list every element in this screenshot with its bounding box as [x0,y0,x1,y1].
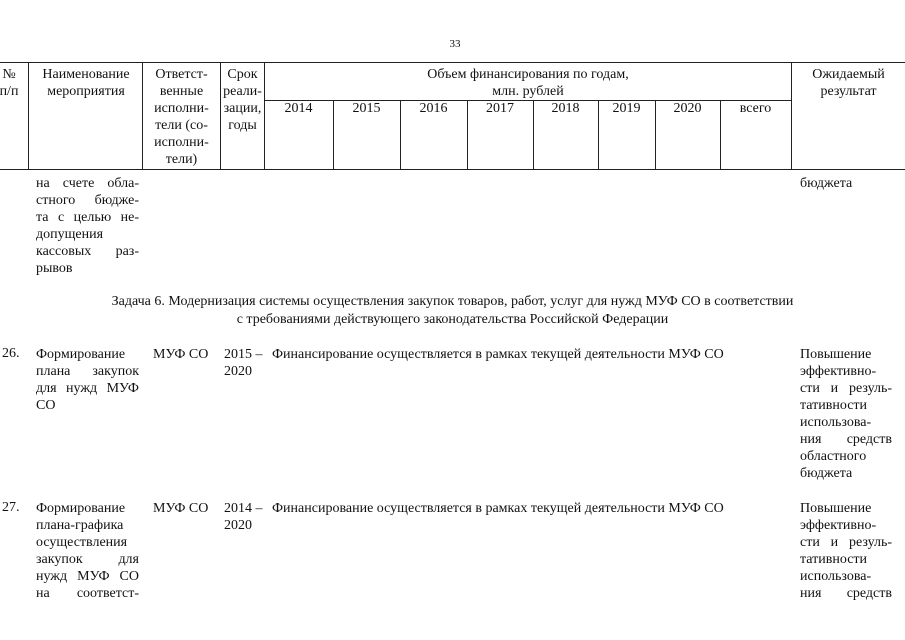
continuation-name-line: рывов [36,261,73,276]
row-name-line: Формирование [36,347,126,362]
year-2020: 2020 [673,101,702,116]
header-col-result: Ожидаемый результат [812,67,885,99]
header-col-responsible: Ответст- венные исполни- тели (со- исполни- тели) [154,67,209,167]
row-name-line: Формирование [36,501,126,516]
row-result-line: использова- [800,415,872,430]
row-name-line: СО [36,398,56,413]
continuation-name-line: кассовых раз- [36,244,139,259]
row-result-line: эффективно- [800,518,877,533]
row-term: 2014 – 2020 [224,501,263,533]
continuation-result: бюджета [800,176,853,191]
row-number: 27. [2,500,20,515]
row-result-line: ния средств [800,586,892,601]
header-col-number: № п/п [0,67,19,99]
row-name-line: закупок для [36,552,139,567]
row-responsible: МУФ СО [153,347,209,362]
row-name-line: для нужд МУФ [36,381,139,396]
row-name-line: плана-графика [36,518,124,533]
row-result-line: ния средств [800,432,892,447]
year-2019: 2019 [612,101,641,116]
continuation-name-line: стного бюдже- [36,193,139,208]
row-result-line: областного [800,449,867,464]
row-result-line: бюджета [800,466,853,481]
row-result-line: эффективно- [800,364,877,379]
task-heading-line1: Задача 6. Модернизация системы осуществления закупок товаров, работ, услуг для нужд МУФ СО в соответствии [111,294,794,309]
row-number: 26. [2,346,20,361]
row-result-line: сти и резуль- [800,535,892,550]
year-2014: 2014 [284,101,313,116]
continuation-name-line: на счете обла- [36,176,139,191]
header-col-name: Наименование мероприятия [42,67,130,99]
row-name-line: осуществления [36,535,128,550]
table-header-bottom [0,169,905,170]
table-top-border [0,62,905,63]
row-responsible: МУФ СО [153,501,209,516]
header-col-financing: Объем финансирования по годам, млн. рублей [427,67,629,99]
col-divider [28,62,29,170]
page-number: 33 [449,38,461,50]
year-total: всего [739,101,772,116]
continuation-name-line: та с целью не- [36,210,139,225]
header-col-term: Срок реали- зации, годы [223,67,262,133]
year-2018: 2018 [551,101,580,116]
row-result-line: тативности [800,398,868,413]
row-financing: Финансирование осуществляется в рамках текущей деятельности МУФ СО [272,347,724,362]
row-name-line: на соответст- [36,586,139,601]
year-2016: 2016 [419,101,448,116]
row-term: 2015 – 2020 [224,347,263,379]
year-2017: 2017 [486,101,514,116]
continuation-name-line: допущения [36,227,104,242]
row-result-line: Повышение [800,347,872,362]
row-name-line: плана закупок [36,364,139,379]
year-2015: 2015 [352,101,381,116]
row-name-line: нужд МУФ СО [36,569,139,584]
row-result-line: тативности [800,552,868,567]
row-result-line: использова- [800,569,872,584]
task-heading-line2: с требованиями действующего законодательства Российской Федерации [236,312,669,327]
row-financing: Финансирование осуществляется в рамках текущей деятельности МУФ СО [272,501,724,516]
row-result-line: Повышение [800,501,872,516]
row-result-line: сти и резуль- [800,381,892,396]
